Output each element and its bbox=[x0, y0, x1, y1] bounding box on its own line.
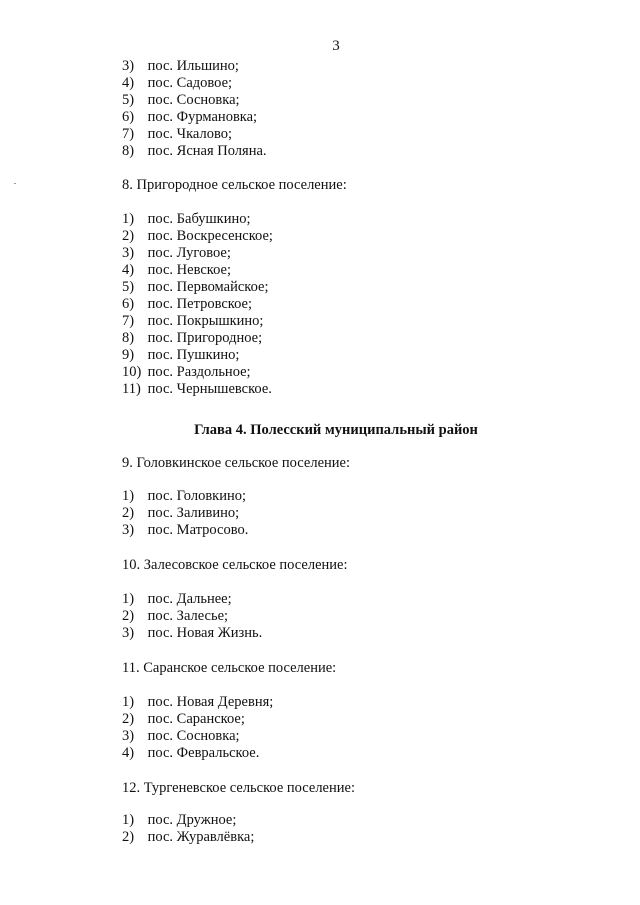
list-item: 7) пос. Чкалово; bbox=[122, 126, 233, 142]
chapter-heading: Глава 4. Полесский муниципальный район bbox=[194, 422, 478, 438]
list-item: 2) пос. Заливино; bbox=[122, 505, 240, 521]
list-item: 1) пос. Новая Деревня; bbox=[122, 694, 274, 710]
list-item: 3) пос. Новая Жизнь. bbox=[122, 625, 263, 641]
list-item: 3) пос. Ильшино; bbox=[122, 58, 239, 74]
list-item: 3) пос. Луговое; bbox=[122, 245, 231, 261]
list-item: 1) пос. Дальнее; bbox=[122, 591, 232, 607]
section-title: 11. Саранское сельское поселение: bbox=[122, 660, 337, 676]
list-item: 4) пос. Невское; bbox=[122, 262, 231, 278]
list-item: 4) пос. Февральское. bbox=[122, 745, 260, 761]
list-item: 2) пос. Залесье; bbox=[122, 608, 229, 624]
list-item: 2) пос. Саранское; bbox=[122, 711, 245, 727]
list-item: 7) пос. Покрышкино; bbox=[122, 313, 264, 329]
list-item: 1) пос. Головкино; bbox=[122, 488, 247, 504]
section-title: 10. Залесовское сельское поселение: bbox=[122, 557, 348, 573]
list-item: 1) пос. Бабушкино; bbox=[122, 211, 251, 227]
list-item: 10) пос. Раздольное; bbox=[122, 364, 251, 380]
list-item: 6) пос. Фурмановка; bbox=[122, 109, 258, 125]
list-item: 8) пос. Ясная Поляна. bbox=[122, 143, 267, 159]
scan-mark bbox=[14, 183, 16, 184]
list-item: 4) пос. Садовое; bbox=[122, 75, 233, 91]
list-item: 3) пос. Сосновка; bbox=[122, 728, 240, 744]
section-title: 8. Пригородное сельское поселение: bbox=[122, 177, 347, 193]
list-item: 8) пос. Пригородное; bbox=[122, 330, 263, 346]
section-title: 12. Тургеневское сельское поселение: bbox=[122, 780, 355, 796]
list-item: 6) пос. Петровское; bbox=[122, 296, 252, 312]
page-number: 3 bbox=[332, 38, 340, 54]
list-item: 2) пос. Воскресенское; bbox=[122, 228, 273, 244]
list-item: 5) пос. Первомайское; bbox=[122, 279, 269, 295]
section-title: 9. Головкинское сельское поселение: bbox=[122, 455, 350, 471]
list-item: 1) пос. Дружное; bbox=[122, 812, 237, 828]
list-item: 2) пос. Журавлёвка; bbox=[122, 829, 255, 845]
list-item: 9) пос. Пушкино; bbox=[122, 347, 240, 363]
list-item: 11) пос. Чернышевское. bbox=[122, 381, 272, 397]
list-item: 3) пос. Матросово. bbox=[122, 522, 249, 538]
list-item: 5) пос. Сосновка; bbox=[122, 92, 240, 108]
